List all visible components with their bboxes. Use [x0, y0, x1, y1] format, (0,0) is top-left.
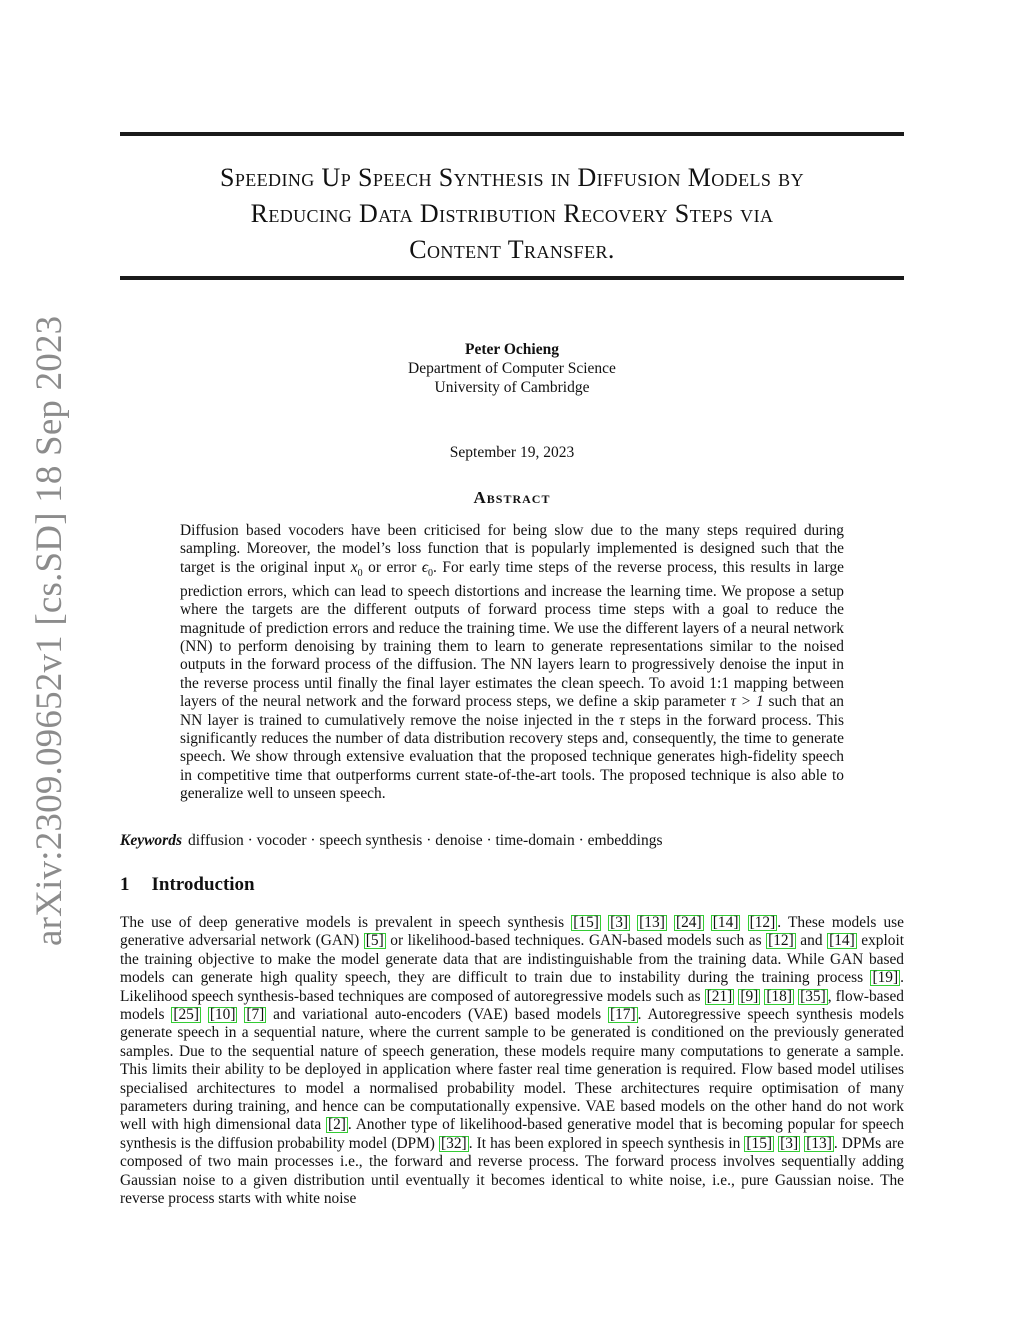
citation-link[interactable]: [3]	[780, 1134, 799, 1152]
math-tau: τ	[619, 711, 625, 729]
abstract-segment: . For early time steps of the reverse process, this results in large prediction errors, which can lead to speech distortions and increase the learning time. We propose a setup where the targets are the different outputs of forward process time steps with a goal to reduce the magnitude of prediction errors and reduce the training time. We use the different layers of a neural network (NN) to perform denoising by training them to learn to generate representations similar to the noised outputs in the forward process of the diffusion. The NN layers learn to progressively denoise the input in the reverse process until finally the final layer estimates the clean speech. To avoid 1:1 mapping between layers of the neural network and the forward process steps, we define a skip parameter	[180, 558, 844, 711]
title-line-1: Speeding Up Speech Synthesis in Diffusion Models by	[220, 163, 804, 192]
math-tau-greater-than-one: τ > 1	[730, 693, 764, 711]
abstract-segment: or error	[362, 558, 422, 576]
intro-segment: . It has been explored in speech synthesis in	[468, 1134, 745, 1152]
title-line-3: Content Transfer.	[409, 235, 615, 264]
abstract-text	[180, 522, 844, 803]
citation-link[interactable]: [24]	[675, 914, 702, 931]
intro-segment: and	[795, 932, 828, 950]
abstract-segment: such that an NN layer is trained to cumulatively remove the noise injected in the	[180, 693, 844, 729]
author-department: Department of Computer Science	[408, 360, 616, 377]
intro-segment: or likelihood-based techniques. GAN-based models such as	[385, 932, 767, 950]
citation-link[interactable]: [25]	[173, 1006, 199, 1024]
title-bottom-rule	[120, 276, 904, 280]
keywords-line	[120, 832, 904, 850]
abstract-segment: Diffusion based vocoders have been criticised for being slow due to the many steps required during sampling. Moreover, the model’s loss function that is popularly implemented is designed such that the target is the original input	[180, 522, 844, 576]
intro-segment: . These models use generative adversarial network (GAN)	[120, 914, 904, 950]
section-title: Introduction	[151, 874, 255, 895]
citation-link[interactable]: [12]	[749, 914, 776, 931]
citation-link[interactable]: [13]	[639, 914, 665, 931]
intro-segment: . Another type of likelihood-based generative model that is becoming popular for speech synthesis is the diffusion probability model (DPM)	[120, 1116, 904, 1152]
intro-segment: . Autoregressive speech synthesis models generate speech in a sequential nature, where the current sample to be generated is conditioned on the previously generated samples. Due to the sequential nature of speech generation, these models require many computations to generate a sample. This limits their ability to be deployed in application where faster real time generation is required. Flow based model utilises specialised architectures to model a normalised probability model. These architectures require optimisation of many parameters during training, and hence can be computationally expensive. VAE based models on the other hand do not work well with high dimensional data	[120, 1006, 904, 1134]
citation-link[interactable]: [3]	[610, 914, 629, 931]
citation-link[interactable]: [5]	[365, 932, 384, 950]
citation-link[interactable]: [19]	[872, 969, 899, 987]
citation-link[interactable]: [10]	[209, 1006, 236, 1024]
citation-link[interactable]: [12]	[768, 932, 794, 950]
keywords-label: Keywords	[120, 832, 182, 849]
math-x0: $x_0$	[350, 558, 363, 579]
citation-link[interactable]: [9]	[740, 987, 759, 1005]
intro-segment: . DPMs are composed of two main processes i.e., the forward and reverse process. The forward process involves sequentially adding Gaussian noise to a given distribution until eventually it becomes identical to white noise, i.e., pure Gaussian noise. The reverse process starts with white noise	[120, 1134, 904, 1208]
author-university: University of Cambridge	[434, 379, 590, 396]
intro-segment: exploit the training objective to make the model generate data that are indistinguishable from the training data. While GAN based models can generate high quality speech, they are difficult to train due to instability during the training process	[120, 932, 905, 987]
intro-segment: and variational auto-encoders (VAE) based models	[266, 1006, 608, 1024]
intro-segment: , flow-based models	[120, 987, 904, 1024]
intro-segment: The use of deep generative models is prevalent in speech synthesis	[120, 914, 572, 931]
author-block	[312, 340, 712, 397]
arxiv-identifier-stamp: arXiv:2309.09652v1 [cs.SD] 18 Sep 2023	[29, 315, 70, 946]
introduction-text	[120, 914, 904, 1209]
citation-link[interactable]: [32]	[441, 1134, 467, 1152]
citation-link[interactable]: [7]	[246, 1006, 265, 1024]
citation-link[interactable]: [17]	[609, 1006, 636, 1024]
citation-link[interactable]: [15]	[746, 1134, 773, 1152]
keywords-text: diffusion · vocoder · speech synthesis · denoise · time-domain · embeddings	[188, 832, 663, 849]
publication-date: September 19, 2023	[449, 444, 575, 461]
abstract-segment: steps in the forward process. This significantly reduces the number of data distribution recovery steps and, consequently, the time to generate speech. We show through extensive evaluation that the proposed technique generates high-fidelity speech in competitive time that outperforms current state-of-the-art tools. The proposed technique is also able to generalize well to unseen speech.	[180, 711, 844, 802]
paper-title	[120, 160, 904, 268]
section-heading-introduction	[120, 874, 255, 896]
citation-link[interactable]: [14]	[712, 914, 739, 931]
citation-link[interactable]: [18]	[766, 987, 793, 1005]
math-epsilon0: $\epsilon_0$	[421, 558, 434, 579]
citation-link[interactable]: [2]	[327, 1116, 346, 1134]
section-number: 1	[120, 874, 130, 895]
author-name: Peter Ochieng	[465, 341, 559, 358]
citation-link[interactable]: [21]	[706, 987, 733, 1005]
citation-link[interactable]: [15]	[573, 914, 599, 931]
citation-link[interactable]: [35]	[800, 987, 826, 1005]
title-top-rule	[120, 132, 904, 136]
citation-link[interactable]: [14]	[829, 932, 855, 950]
citation-link[interactable]: [13]	[806, 1134, 832, 1152]
title-line-2: Reducing Data Distribution Recovery Steps via	[250, 199, 774, 228]
abstract-heading: Abstract	[473, 488, 551, 507]
intro-segment: . Likelihood speech synthesis-based techniques are composed of autoregressive models such as	[120, 969, 904, 1005]
